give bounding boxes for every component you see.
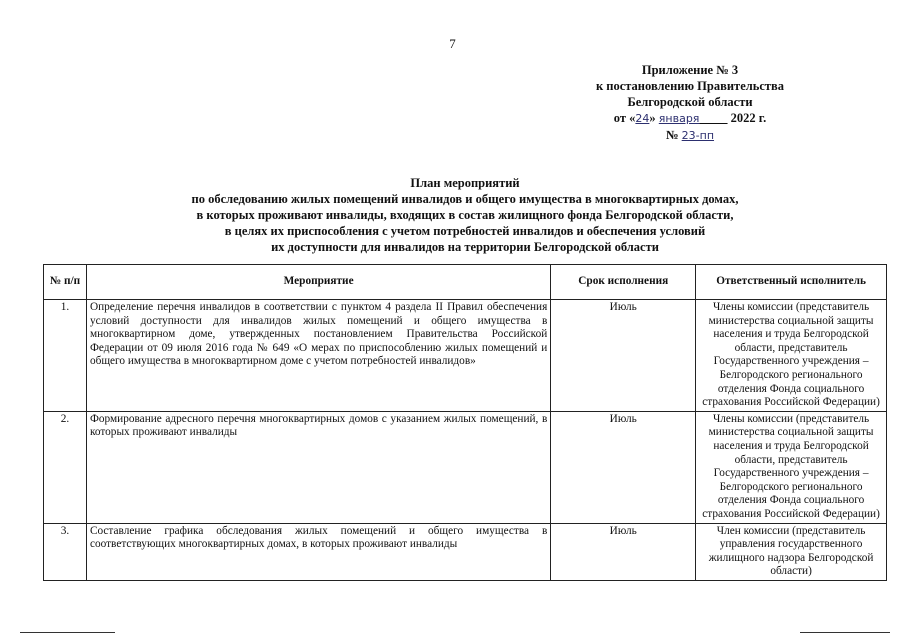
row-event: Формирование адресного перечня многоквартирных домов с указанием жилых помещений, в которых проживают инвалиды [86, 411, 550, 523]
appendix-date-line [560, 110, 820, 127]
scan-edge-mark [20, 632, 115, 633]
table-row [44, 300, 887, 412]
row-event: Составление графика обследования жилых помещений и общего имущества в соответствующих многоквартирных домах, в которых проживают инвалиды [86, 523, 550, 580]
header-number: № п/п [44, 265, 87, 300]
date-month: января [658, 112, 700, 125]
number-value: 23-пп [681, 129, 715, 142]
plan-heading-title: План мероприятий [410, 176, 520, 190]
table-row [44, 523, 887, 580]
row-responsible: Члены комиссии (представитель министерства социальной защиты населения и труда Белгородской области, представитель Государственного учреждения – Белгородского регионального отделения Фонда социального страхования Российской Федерации) [696, 411, 887, 523]
header-event: Мероприятие [86, 265, 550, 300]
date-day: 24 [635, 112, 650, 125]
row-event: Определение перечня инвалидов в соответствии с пунктом 4 раздела II Правил обеспечения условий доступности для инвалидов жилых помещений и общего имущества в многоквартирном доме, утвержденных постановлением Правительства Российской Федерации от 09 июля 2016 года № 649 «О мерах по приспособлению жилых помещений и общего имущества в многоквартирном доме с учетом потребностей инвалидов» [86, 300, 550, 412]
plan-heading-line: их доступности для инвалидов на территории Белгородской области [271, 240, 659, 254]
row-number: 1. [44, 300, 87, 412]
row-responsible: Члены комиссии (представитель министерства социальной защиты населения и труда Белгородской области, представитель Государственного учреждения – Белгородского регионального отделения Фонда социального страхования Российской Федерации) [696, 300, 887, 412]
appendix-title: Приложение № 3 [641, 63, 739, 77]
scan-edge-mark [800, 632, 890, 633]
date-year: 2022 г. [730, 111, 767, 125]
table-header-row [44, 265, 887, 300]
row-term: Июль [551, 300, 696, 412]
appendix-block [560, 62, 820, 144]
row-number: 2. [44, 411, 87, 523]
plan-heading-line: в целях их приспособления с учетом потребностей инвалидов и обеспечения условий [224, 224, 706, 238]
appendix-resolution-line: к постановлению Правительства [595, 79, 785, 93]
appendix-number-line [560, 127, 820, 144]
row-responsible: Член комиссии (представитель управления государственного жилищного надзора Белгородской области) [696, 523, 887, 580]
plan-heading-line: по обследованию жилых помещений инвалидов и общего имущества в многоквартирных домах, [191, 192, 739, 206]
plan-heading-line: в которых проживают инвалиды, входящих в состав жилищного фонда Белгородской области, [196, 208, 734, 222]
page-number: 7 [449, 36, 456, 51]
date-prefix: от « [613, 111, 636, 125]
date-mid: » [649, 111, 656, 125]
date-underline [699, 111, 727, 125]
row-number: 3. [44, 523, 87, 580]
row-term: Июль [551, 523, 696, 580]
header-term: Срок исполнения [551, 265, 696, 300]
plan-table [43, 264, 887, 581]
plan-heading [120, 175, 810, 255]
header-responsible: Ответственный исполнитель [696, 265, 887, 300]
number-prefix: № [665, 128, 679, 142]
appendix-region-line: Белгородской области [627, 95, 753, 109]
table-row [44, 411, 887, 523]
row-term: Июль [551, 411, 696, 523]
